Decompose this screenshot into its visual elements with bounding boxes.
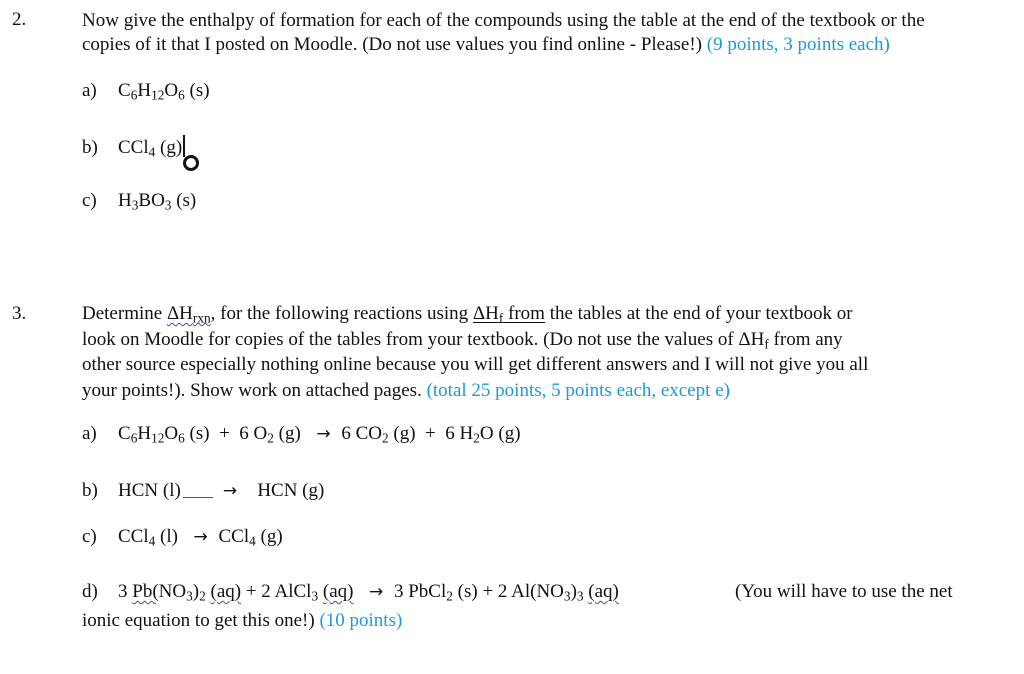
question-3-line-1: Determine $\Delta H_{rxn}$, for the following reactions using $\Delta H_f$ from the tables at the end of your textbook or <box>82 303 853 326</box>
question-2-part-b[interactable] <box>82 135 185 159</box>
part-label: d) <box>82 581 98 602</box>
formula-h3bo3: $H_3BO_3$ (s) <box>118 190 197 213</box>
question-3-part-c <box>82 526 283 548</box>
question-3-text <box>82 301 868 403</box>
question-2-number: 2. <box>12 9 27 30</box>
part-label: a) <box>82 80 97 101</box>
question-3-part-d-note: (You will have to use the net <box>735 581 953 602</box>
part-label: b) <box>82 480 98 501</box>
part-label: a) <box>82 423 97 444</box>
reaction-a: $C_6H_{12}O_6$ (s) + 6 $O_2$ (g) → 6 $CO_2$ (g) + 6 $H_2O$ (g) <box>118 423 521 446</box>
question-2-instruction: copies of it that I posted on Moodle. (Do not use values you find online - Please!) <box>82 34 707 55</box>
question-2-part-c <box>82 190 196 212</box>
question-3-line-2: look on Moodle for copies of the tables from your textbook. (Do not use the values of $\Delta H_f$ from any <box>82 328 843 351</box>
part-label: b) <box>82 137 98 158</box>
question-3-points: (total 25 points, 5 points each, except e) <box>426 379 730 401</box>
part-label: c) <box>82 190 97 211</box>
question-3-part-d <box>82 581 619 603</box>
question-3-line-3: other source especially nothing online because you will get different answers and I will not give you all <box>82 354 869 375</box>
reaction-d: 3 $Pb(NO_3)_2$ (aq) + 2 AlCl$_3$ (aq) → 3 PbCl$_2$ (s) + 2 $Al(NO_3)_3$ (aq) <box>118 581 619 604</box>
text-cursor <box>183 135 185 157</box>
reaction-b: HCN (l) → HCN (g) <box>118 480 325 501</box>
reaction-c: CCl$_4$ (l) → CCl$_4$ (g) <box>118 526 283 549</box>
underline-blank <box>183 497 213 498</box>
rotate-handle-icon[interactable] <box>183 155 199 171</box>
question-3-line-4: your points!). Show work on attached pages. (total 25 points, 5 points each, except e) <box>82 379 730 401</box>
question-3-part-d-points: (10 points) <box>319 610 403 631</box>
formula-ccl4-gas: CCl$_4$ (g) <box>118 137 183 160</box>
formula-c6h12o6: $C_6H_{12}O_6$ (s) <box>118 80 210 103</box>
question-2-line-1: Now give the enthalpy of formation for each of the compounds using the table at the end of the textbook or the <box>82 10 925 31</box>
question-2-part-a <box>82 80 210 102</box>
question-3-part-d-line-2: ionic equation to get this one!) (10 points) <box>82 610 403 631</box>
question-3-part-a <box>82 423 521 445</box>
question-3-part-b <box>82 480 324 502</box>
question-2-points: (9 points, 3 points each) <box>706 34 890 55</box>
part-label: c) <box>82 526 97 547</box>
question-3-number: 3. <box>12 303 27 324</box>
question-2-line-2 <box>82 33 925 57</box>
delta-h-f-from: $\Delta H_f$ from <box>472 303 545 326</box>
question-2-text <box>82 9 925 57</box>
delta-h-rxn: $\Delta H_{rxn}$ <box>166 303 211 326</box>
